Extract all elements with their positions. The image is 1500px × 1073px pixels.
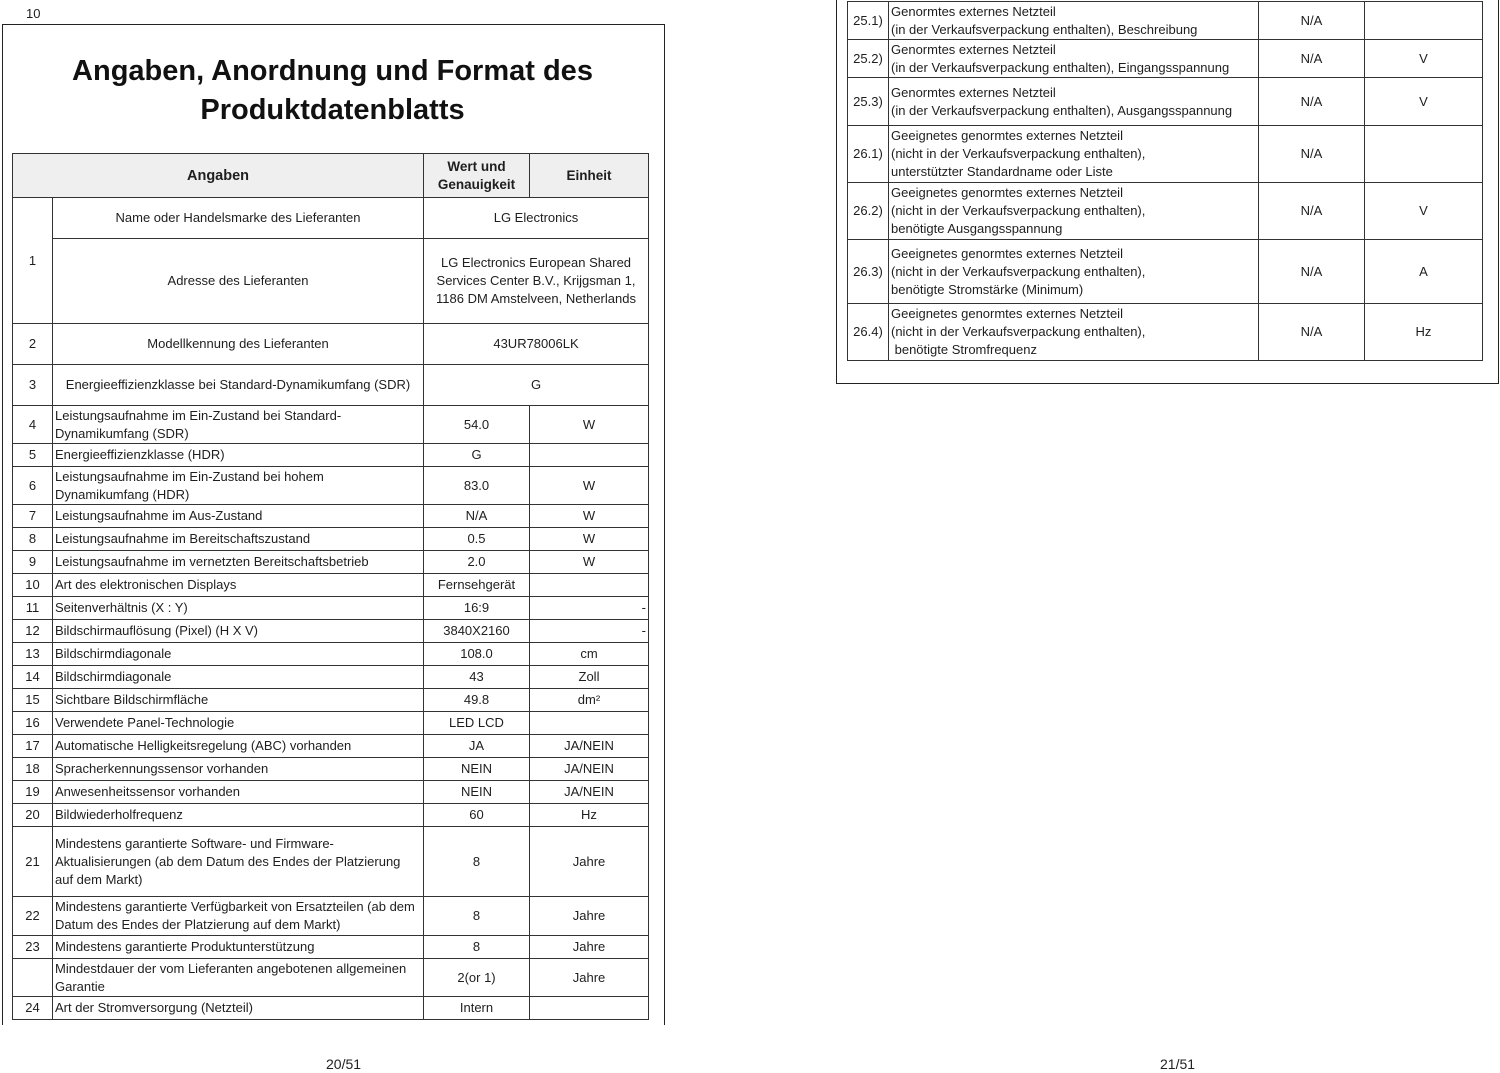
table-row xyxy=(13,758,649,781)
table-row xyxy=(13,528,649,551)
row-label: Energieeffizienzklasse bei Standard-Dynamikumfang (SDR) xyxy=(53,365,424,406)
row-number: 22 xyxy=(13,897,53,936)
row-label: Leistungsaufnahme im Ein-Zustand bei hohem Dynamikumfang (HDR) xyxy=(53,467,424,505)
row-value: N/A xyxy=(1259,40,1365,78)
row-number: 6 xyxy=(13,467,53,505)
table-row xyxy=(13,551,649,574)
row-unit xyxy=(530,997,649,1020)
row-unit: Jahre xyxy=(530,897,649,936)
row-number: 18 xyxy=(13,758,53,781)
row-number: 16 xyxy=(13,712,53,735)
table-row xyxy=(13,574,649,597)
row-label xyxy=(889,304,1259,361)
row-number: 26.3) xyxy=(848,240,889,304)
row-label: Leistungsaufnahme im vernetzten Bereitschaftsbetrieb xyxy=(53,551,424,574)
product-data-table xyxy=(12,153,649,1020)
row-label-line: benötigte Stromstärke (Minimum) xyxy=(891,281,1084,297)
row-number: 12 xyxy=(13,620,53,643)
table-row xyxy=(13,827,649,897)
row-unit: W xyxy=(530,551,649,574)
row-unit: V xyxy=(1365,40,1483,78)
row-label: Art der Stromversorgung (Netzteil) xyxy=(53,997,424,1020)
row-label-line: benötigte Ausgangsspannung xyxy=(891,221,1063,236)
row-unit: Zoll xyxy=(530,666,649,689)
row-value: 60 xyxy=(424,804,530,827)
row-number: 7 xyxy=(13,505,53,528)
row-number: 26.2) xyxy=(848,183,889,240)
row-value: Intern xyxy=(424,997,530,1020)
row-value: Fernsehgerät xyxy=(424,574,530,597)
row-unit xyxy=(1365,2,1483,40)
row-unit: JA/NEIN xyxy=(530,735,649,758)
table-row xyxy=(13,781,649,804)
row-value: G xyxy=(424,444,530,467)
row-value: 49.8 xyxy=(424,689,530,712)
row-label-line: Geeignetes genormtes externes Netzteil xyxy=(891,245,1123,261)
row-value: N/A xyxy=(1259,183,1365,240)
row-label-line: unterstützter Standardname oder Liste xyxy=(891,164,1113,179)
row-label: Leistungsaufnahme im Ein-Zustand bei Standard-Dynamikumfang (SDR) xyxy=(53,406,424,444)
row-number: 25.3) xyxy=(848,78,889,126)
table-row xyxy=(848,2,1483,40)
row-unit: W xyxy=(530,467,649,505)
row-number: 26.1) xyxy=(848,126,889,183)
table-row xyxy=(13,597,649,620)
table-row xyxy=(13,959,649,997)
table-row xyxy=(13,643,649,666)
row-number: 23 xyxy=(13,936,53,959)
row-label: Name oder Handelsmarke des Lieferanten xyxy=(53,198,424,239)
row-unit: - xyxy=(530,597,649,620)
row-unit: Hz xyxy=(1365,304,1483,361)
table-row xyxy=(13,505,649,528)
row-unit: A xyxy=(1365,240,1483,304)
table-row xyxy=(13,467,649,505)
row-label: Verwendete Panel-Technologie xyxy=(53,712,424,735)
page-number-left: 20/51 xyxy=(326,1056,362,1072)
row-label: Bildschirmdiagonale xyxy=(53,643,424,666)
row-value: LG Electronics European Shared Services Center B.V., Krijgsman 1, 1186 DM Amstelveen, Netherlands xyxy=(424,239,649,324)
title-line-2: Produktdatenblatts xyxy=(200,94,465,126)
power-supply-table xyxy=(847,1,1483,361)
row-label-line: benötigte Stromfrequenz xyxy=(891,342,1037,357)
row-value: N/A xyxy=(1259,126,1365,183)
row-value: 8 xyxy=(424,897,530,936)
row-number: 3 xyxy=(13,365,53,406)
row-number: 8 xyxy=(13,528,53,551)
row-number: 15 xyxy=(13,689,53,712)
row-label-line: Geeignetes genormtes externes Netzteil xyxy=(891,306,1123,321)
table-row xyxy=(13,735,649,758)
row-number: 25.1) xyxy=(848,2,889,40)
row-label-line: (nicht in der Verkaufsverpackung enthalten), xyxy=(891,324,1146,339)
row-value: LED LCD xyxy=(424,712,530,735)
row-value: N/A xyxy=(424,505,530,528)
row-number: 13 xyxy=(13,643,53,666)
row-label: Mindestens garantierte Verfügbarkeit von Ersatzteilen (ab dem Datum des Endes der Platzierung auf dem Markt) xyxy=(53,897,424,936)
row-value: 2(or 1) xyxy=(424,959,530,997)
row-value: N/A xyxy=(1259,78,1365,126)
table-row xyxy=(13,804,649,827)
row-label: Modellkennung des Lieferanten xyxy=(53,324,424,365)
row-label-line: Geeignetes genormtes externes Netzteil xyxy=(891,185,1123,200)
table-row xyxy=(848,240,1483,304)
row-unit xyxy=(1365,126,1483,183)
row-unit xyxy=(530,574,649,597)
row-label xyxy=(889,126,1259,183)
row-label xyxy=(889,78,1259,126)
row-number: 26.4) xyxy=(848,304,889,361)
table-row xyxy=(13,712,649,735)
row-label-line: Geeignetes genormtes externes Netzteil xyxy=(891,128,1123,143)
row-label: Leistungsaufnahme im Bereitschaftszustand xyxy=(53,528,424,551)
row-value: G xyxy=(424,365,649,406)
row-label: Leistungsaufnahme im Aus-Zustand xyxy=(53,505,424,528)
row-number: 21 xyxy=(13,827,53,897)
table-row xyxy=(13,897,649,936)
row-value: 54.0 xyxy=(424,406,530,444)
table-row xyxy=(13,198,649,239)
row-label-line: Genormtes externes Netzteil xyxy=(891,84,1056,100)
header-einheit: Einheit xyxy=(530,154,649,198)
row-unit: Jahre xyxy=(530,959,649,997)
row-label: Bildwiederholfrequenz xyxy=(53,804,424,827)
row-label: Mindestdauer der vom Lieferanten angebotenen allgemeinen Garantie xyxy=(53,959,424,997)
row-value: 8 xyxy=(424,827,530,897)
row-label: Anwesenheitssensor vorhanden xyxy=(53,781,424,804)
row-label xyxy=(889,40,1259,78)
row-label xyxy=(889,240,1259,304)
table-row xyxy=(848,78,1483,126)
row-number: 24 xyxy=(13,997,53,1020)
table-header-row xyxy=(13,154,649,198)
row-value: N/A xyxy=(1259,2,1365,40)
row-value: JA xyxy=(424,735,530,758)
table-row xyxy=(848,126,1483,183)
row-unit: W xyxy=(530,528,649,551)
table-row xyxy=(13,689,649,712)
table-row xyxy=(848,40,1483,78)
row-unit: dm² xyxy=(530,689,649,712)
row-label-line: (nicht in der Verkaufsverpackung enthalten), xyxy=(891,263,1146,279)
table-row xyxy=(13,406,649,444)
row-value: 3840X2160 xyxy=(424,620,530,643)
row-label: Automatische Helligkeitsregelung (ABC) vorhanden xyxy=(53,735,424,758)
row-number xyxy=(13,959,53,997)
row-label-line: Genormtes externes Netzteil xyxy=(891,41,1056,57)
row-number: 9 xyxy=(13,551,53,574)
page-title xyxy=(2,52,663,130)
title-line-1: Angaben, Anordnung und Format des xyxy=(72,55,593,87)
row-unit: V xyxy=(1365,78,1483,126)
corner-page-number: 10 xyxy=(26,6,41,21)
row-unit: W xyxy=(530,406,649,444)
table-row xyxy=(13,997,649,1020)
row-number: 4 xyxy=(13,406,53,444)
row-label: Spracherkennungssensor vorhanden xyxy=(53,758,424,781)
row-value: NEIN xyxy=(424,781,530,804)
row-label: Sichtbare Bildschirmfläche xyxy=(53,689,424,712)
row-number: 20 xyxy=(13,804,53,827)
row-number: 10 xyxy=(13,574,53,597)
row-unit xyxy=(530,712,649,735)
row-label-line: (nicht in der Verkaufsverpackung enthalten), xyxy=(891,146,1146,161)
row-label-line: (in der Verkaufsverpackung enthalten), Beschreibung xyxy=(891,21,1198,37)
table-row xyxy=(13,620,649,643)
row-label-line: (in der Verkaufsverpackung enthalten), Eingangsspannung xyxy=(891,59,1230,75)
row-value: 43UR78006LK xyxy=(424,324,649,365)
row-value: LG Electronics xyxy=(424,198,649,239)
row-value: N/A xyxy=(1259,240,1365,304)
row-number: 17 xyxy=(13,735,53,758)
table-row xyxy=(13,936,649,959)
row-number: 1 xyxy=(13,198,53,324)
row-label-line: (nicht in der Verkaufsverpackung enthalten), xyxy=(891,203,1146,218)
row-value: NEIN xyxy=(424,758,530,781)
row-unit: cm xyxy=(530,643,649,666)
row-label: Art des elektronischen Displays xyxy=(53,574,424,597)
row-value: N/A xyxy=(1259,304,1365,361)
row-number: 11 xyxy=(13,597,53,620)
row-unit: Jahre xyxy=(530,827,649,897)
row-number: 25.2) xyxy=(848,40,889,78)
row-unit: Jahre xyxy=(530,936,649,959)
row-label: Seitenverhältnis (X : Y) xyxy=(53,597,424,620)
row-label: Energieeffizienzklasse (HDR) xyxy=(53,444,424,467)
table-row xyxy=(848,183,1483,240)
row-value: 108.0 xyxy=(424,643,530,666)
table-row xyxy=(848,304,1483,361)
row-label: Mindestens garantierte Produktunterstützung xyxy=(53,936,424,959)
row-label: Adresse des Lieferanten xyxy=(53,239,424,324)
row-unit xyxy=(530,444,649,467)
row-label xyxy=(889,2,1259,40)
row-value: 16:9 xyxy=(424,597,530,620)
row-value: 8 xyxy=(424,936,530,959)
table-row xyxy=(13,324,649,365)
row-label-line: (in der Verkaufsverpackung enthalten), Ausgangsspannung xyxy=(891,102,1233,118)
row-label: Bildschirmauflösung (Pixel) (H X V) xyxy=(53,620,424,643)
table-row xyxy=(13,239,649,324)
row-label-line: Genormtes externes Netzteil xyxy=(891,3,1056,19)
header-wert: Wert und Genauigkeit xyxy=(424,154,530,198)
row-number: 5 xyxy=(13,444,53,467)
row-unit: - xyxy=(530,620,649,643)
row-number: 19 xyxy=(13,781,53,804)
row-unit: JA/NEIN xyxy=(530,781,649,804)
table-row xyxy=(13,666,649,689)
row-label: Bildschirmdiagonale xyxy=(53,666,424,689)
row-number: 14 xyxy=(13,666,53,689)
row-label: Mindestens garantierte Software- und Firmware-Aktualisierungen (ab dem Datum des Endes der Platzierung auf dem Markt) xyxy=(53,827,424,897)
row-value: 0.5 xyxy=(424,528,530,551)
page-number-right: 21/51 xyxy=(1160,1056,1196,1072)
row-unit: W xyxy=(530,505,649,528)
row-value: 2.0 xyxy=(424,551,530,574)
row-value: 83.0 xyxy=(424,467,530,505)
header-angaben: Angaben xyxy=(13,154,424,198)
row-value: 43 xyxy=(424,666,530,689)
row-number: 2 xyxy=(13,324,53,365)
row-unit: JA/NEIN xyxy=(530,758,649,781)
table-row xyxy=(13,365,649,406)
row-unit: V xyxy=(1365,183,1483,240)
table-row xyxy=(13,444,649,467)
row-label xyxy=(889,183,1259,240)
row-unit: Hz xyxy=(530,804,649,827)
